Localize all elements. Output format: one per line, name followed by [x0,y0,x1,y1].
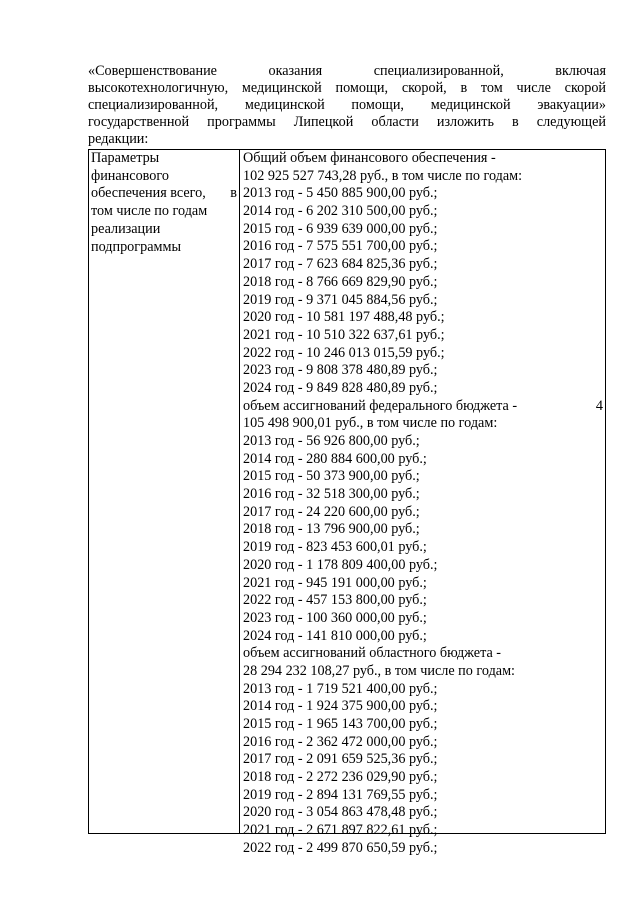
year-line: 2015 год - 1 965 143 700,00 руб.; [243,716,438,732]
intro-word: специализированной, [373,63,504,79]
param-line: в [230,185,237,202]
year-line: 2013 год - 1 719 521 400,00 руб.; [243,680,438,697]
total-header: Общий объем финансового обеспечения - [243,150,496,166]
year-line: 2021 год - 10 510 322 637,61 руб.; [243,326,445,343]
year-line: 2023 год - 9 808 378 480,89 руб.; [243,362,438,379]
regional-amount: 28 294 232 108,27 руб., в том числе по годам: [243,662,515,679]
year-line: 2014 год - 280 884 600,00 руб.; [243,450,427,467]
year-line: 2015 год - 50 373 900,00 руб.; [243,468,420,485]
passport-table [88,149,606,856]
intro-line-5: редакции: [88,130,149,147]
year-line: 2016 год - 32 518 300,00 руб.; [243,486,420,503]
year-line: 2017 год - 2 091 659 525,36 руб.; [243,751,438,768]
year-line: 2017 год - 7 623 684 825,36 руб.; [243,256,438,273]
year-line: 2022 год - 457 153 800,00 руб.; [243,592,427,609]
federal-header [243,398,603,416]
year-line: 2018 год - 2 272 236 029,90 руб.; [243,769,438,786]
year-line: 2021 год - 945 191 000,00 руб.; [243,574,427,591]
param-line: реализации [91,220,161,237]
values-cell [241,150,605,856]
param-line: финансового [91,167,169,184]
federal-header-text: объем ассигнований федерального бюджета - [243,397,518,414]
year-line: 2013 год - 5 450 885 900,00 руб.; [243,185,438,202]
intro-line-2: высокотехнологичную, медицинской помощи, скорой, в том числе скорой [88,79,606,96]
year-line: 2017 год - 24 220 600,00 руб.; [243,503,420,520]
year-line: 2019 год - 2 894 131 769,55 руб.; [243,786,438,803]
param-line: Параметры [91,150,160,166]
param-line-justified [91,185,237,203]
year-line: 2024 год - 9 849 828 480,89 руб.; [243,379,438,396]
intro-word: «Совершенствование [88,63,217,79]
year-line: 2020 год - 10 581 197 488,48 руб.; [243,309,445,326]
year-line: 2016 год - 7 575 551 700,00 руб.; [243,238,438,255]
year-line: 2019 год - 9 371 045 884,56 руб.; [243,291,438,308]
intro-word: включая [555,63,606,79]
year-line: 2024 год - 141 810 000,00 руб.; [243,627,427,644]
year-line: 2019 год - 823 453 600,01 руб.; [243,539,427,556]
year-line: 2023 год - 100 360 000,00 руб.; [243,609,427,626]
year-line: 2022 год - 2 499 870 650,59 руб.; [243,839,438,856]
param-line: подпрограммы [91,238,181,255]
year-line: 2021 год - 2 671 897 822,61 руб.; [243,822,438,839]
regional-header: объем ассигнований областного бюджета - [243,645,502,662]
year-line: 2015 год - 6 939 639 000,00 руб.; [243,220,438,237]
year-line: 2016 год - 2 362 472 000,00 руб.; [243,733,438,750]
total-amount: 102 925 527 743,28 руб., в том числе по годам: [243,167,523,184]
intro-line-4: государственной программы Липецкой области изложить в следующей [88,113,606,130]
param-line: том числе по годам [91,203,208,220]
year-line: 2020 год - 1 178 809 400,00 руб.; [243,556,438,573]
year-line: 2013 год - 56 926 800,00 руб.; [243,433,420,449]
year-line: 2020 год - 3 054 863 478,48 руб.; [243,804,438,821]
year-line: 2018 год - 13 796 900,00 руб.; [243,521,420,538]
year-line: 2014 год - 1 924 375 900,00 руб.; [243,698,438,715]
federal-amount: 105 498 900,01 руб., в том числе по годам: [243,415,498,432]
year-line: 2022 год - 10 246 013 015,59 руб.; [243,344,445,361]
intro-line-1 [88,63,606,80]
intro-line-3: специализированной, медицинской помощи, медицинской эвакуации» [88,96,606,113]
year-line: 2018 год - 8 766 669 829,90 руб.; [243,273,438,290]
intro-word: оказания [268,63,323,79]
federal-header-tail: 4 [595,397,603,414]
year-line: 2014 год - 6 202 310 500,00 руб.; [243,203,438,220]
intro-paragraph [88,63,606,148]
param-line: обеспечения всего, [91,185,206,202]
parameter-cell [89,150,240,833]
